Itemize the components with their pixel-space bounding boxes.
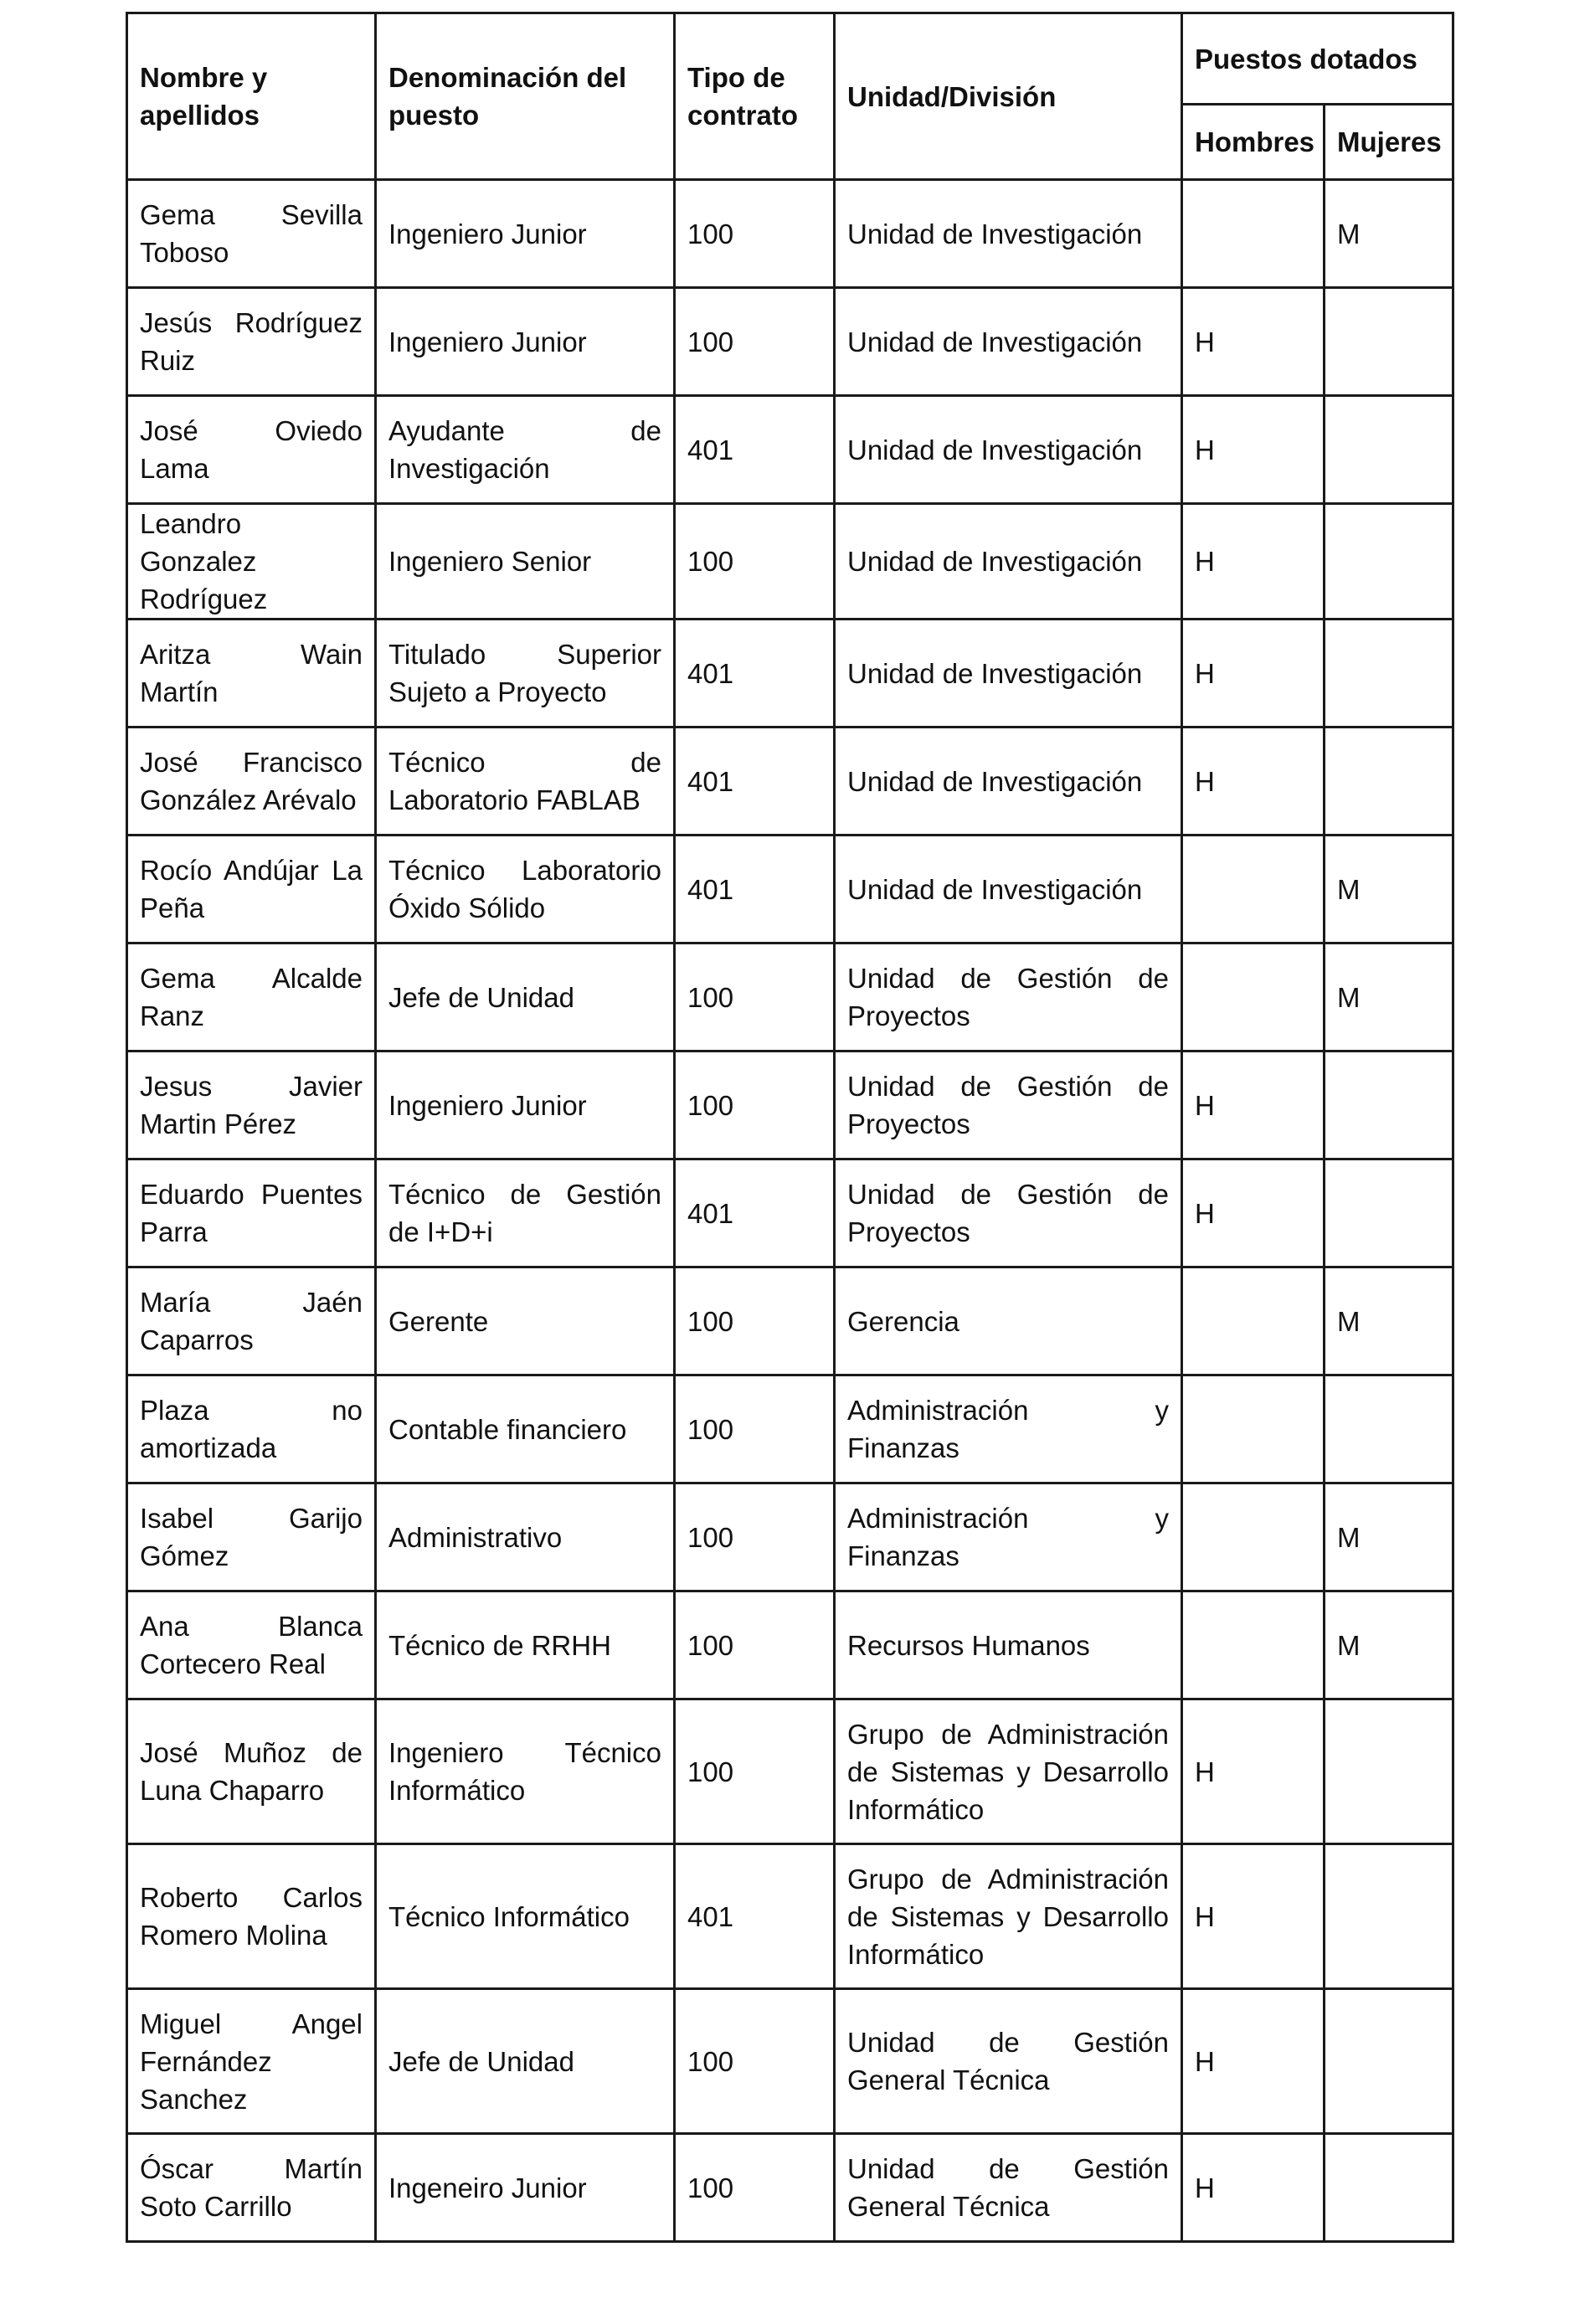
cell-nombre: Jesús Rodríguez Ruiz: [127, 288, 376, 396]
cell-nombre: José Muñoz de Luna Chaparro: [127, 1699, 376, 1844]
cell-unidad: Unidad de Gestión de Proyectos: [835, 943, 1182, 1051]
table-row: [127, 620, 1453, 728]
cell-puesto: Gerente: [376, 1267, 675, 1375]
cell-tipo-contrato: 401: [675, 620, 835, 728]
cell-nombre: Ana Blanca Cortecero Real: [127, 1591, 376, 1699]
cell-puesto: Ayudante de Investigación: [376, 396, 675, 504]
table-row: [127, 1989, 1453, 2134]
cell-nombre: María Jaén Caparros: [127, 1267, 376, 1375]
cell-mujeres: [1325, 1051, 1453, 1159]
cell-tipo-contrato: 401: [675, 836, 835, 943]
cell-hombres: H: [1182, 288, 1325, 396]
cell-puesto: Técnico Laboratorio Óxido Sólido: [376, 836, 675, 943]
cell-mujeres: [1325, 728, 1453, 836]
cell-unidad: Administración y Finanzas: [835, 1375, 1182, 1483]
cell-unidad: Administración y Finanzas: [835, 1483, 1182, 1591]
cell-puesto: Ingeniero Junior: [376, 288, 675, 396]
cell-tipo-contrato: 100: [675, 1483, 835, 1591]
cell-puesto: Ingeniero Técnico Informático: [376, 1699, 675, 1844]
table-row: [127, 943, 1453, 1051]
cell-tipo-contrato: 100: [675, 943, 835, 1051]
cell-mujeres: [1325, 1699, 1453, 1844]
cell-mujeres: [1325, 1989, 1453, 2134]
cell-nombre: Jesus Javier Martin Pérez: [127, 1051, 376, 1159]
cell-nombre: Gema Alcalde Ranz: [127, 943, 376, 1051]
cell-hombres: [1182, 943, 1325, 1051]
cell-tipo-contrato: 401: [675, 396, 835, 504]
cell-tipo-contrato: 401: [675, 1844, 835, 1989]
cell-tipo-contrato: 100: [675, 1375, 835, 1483]
cell-puesto: Ingeniero Senior: [376, 504, 675, 620]
cell-hombres: [1182, 1591, 1325, 1699]
cell-tipo-contrato: 100: [675, 1267, 835, 1375]
header-puestos-dotados: Puestos dotados: [1182, 13, 1453, 105]
cell-puesto: Técnico de Gestión de I+D+i: [376, 1159, 675, 1267]
cell-nombre: Leandro Gonzalez Rodríguez: [127, 504, 376, 620]
cell-mujeres: M: [1325, 836, 1453, 943]
table-row: [127, 1267, 1453, 1375]
cell-tipo-contrato: 100: [675, 1051, 835, 1159]
cell-tipo-contrato: 100: [675, 1699, 835, 1844]
cell-unidad: Grupo de Administración de Sistemas y Desarrollo Informático: [835, 1699, 1182, 1844]
header-unidad: Unidad/División: [835, 13, 1182, 180]
cell-hombres: [1182, 1267, 1325, 1375]
cell-unidad: Unidad de Gestión de Proyectos: [835, 1159, 1182, 1267]
cell-hombres: H: [1182, 1159, 1325, 1267]
cell-nombre: Eduardo Puentes Parra: [127, 1159, 376, 1267]
table-row: [127, 728, 1453, 836]
cell-unidad: Gerencia: [835, 1267, 1182, 1375]
cell-nombre: José Francisco González Arévalo: [127, 728, 376, 836]
cell-mujeres: [1325, 1844, 1453, 1989]
cell-unidad: Unidad de Investigación: [835, 504, 1182, 620]
cell-unidad: Unidad de Investigación: [835, 728, 1182, 836]
cell-hombres: H: [1182, 1844, 1325, 1989]
cell-nombre: Aritza Wain Martín: [127, 620, 376, 728]
cell-hombres: [1182, 1375, 1325, 1483]
cell-mujeres: [1325, 620, 1453, 728]
header-puesto: Denominación del puesto: [376, 13, 675, 180]
cell-unidad: Unidad de Gestión General Técnica: [835, 1989, 1182, 2134]
cell-mujeres: M: [1325, 1483, 1453, 1591]
cell-puesto: Ingeniero Junior: [376, 180, 675, 288]
cell-puesto: Jefe de Unidad: [376, 1989, 675, 2134]
cell-hombres: H: [1182, 396, 1325, 504]
cell-puesto: Jefe de Unidad: [376, 943, 675, 1051]
cell-nombre: Roberto Carlos Romero Molina: [127, 1844, 376, 1989]
header-tipo-contrato: Tipo de contrato: [675, 13, 835, 180]
cell-mujeres: [1325, 1375, 1453, 1483]
cell-nombre: José Oviedo Lama: [127, 396, 376, 504]
cell-hombres: H: [1182, 1989, 1325, 2134]
cell-tipo-contrato: 100: [675, 288, 835, 396]
cell-hombres: H: [1182, 504, 1325, 620]
cell-unidad: Unidad de Investigación: [835, 836, 1182, 943]
table-row: [127, 288, 1453, 396]
cell-unidad: Unidad de Gestión de Proyectos: [835, 1051, 1182, 1159]
staff-table: [126, 12, 1454, 2243]
header-nombre: Nombre y apellidos: [127, 13, 376, 180]
cell-tipo-contrato: 100: [675, 1591, 835, 1699]
cell-unidad: Unidad de Gestión General Técnica: [835, 2134, 1182, 2242]
table-row: [127, 1844, 1453, 1989]
table-row: [127, 1375, 1453, 1483]
cell-tipo-contrato: 401: [675, 728, 835, 836]
cell-tipo-contrato: 100: [675, 180, 835, 288]
cell-mujeres: [1325, 2134, 1453, 2242]
cell-unidad: Unidad de Investigación: [835, 288, 1182, 396]
cell-tipo-contrato: 100: [675, 1989, 835, 2134]
cell-puesto: Técnico de Laboratorio FABLAB: [376, 728, 675, 836]
cell-tipo-contrato: 100: [675, 2134, 835, 2242]
table-row: [127, 180, 1453, 288]
cell-unidad: Recursos Humanos: [835, 1591, 1182, 1699]
table-row: [127, 1159, 1453, 1267]
cell-nombre: Gema Sevilla Toboso: [127, 180, 376, 288]
table-row: [127, 1699, 1453, 1844]
table-row: [127, 1051, 1453, 1159]
cell-puesto: Técnico de RRHH: [376, 1591, 675, 1699]
cell-hombres: H: [1182, 1699, 1325, 1844]
table-row: [127, 836, 1453, 943]
cell-mujeres: M: [1325, 943, 1453, 1051]
cell-mujeres: [1325, 288, 1453, 396]
cell-unidad: Unidad de Investigación: [835, 396, 1182, 504]
document-page: [126, 12, 1452, 2243]
cell-mujeres: M: [1325, 1591, 1453, 1699]
cell-hombres: H: [1182, 2134, 1325, 2242]
cell-hombres: H: [1182, 620, 1325, 728]
cell-hombres: [1182, 180, 1325, 288]
cell-tipo-contrato: 100: [675, 504, 835, 620]
header-mujeres: Mujeres: [1325, 105, 1453, 180]
table-row: [127, 2134, 1453, 2242]
table-row: [127, 1483, 1453, 1591]
cell-unidad: Unidad de Investigación: [835, 620, 1182, 728]
table-row: [127, 1591, 1453, 1699]
cell-unidad: Unidad de Investigación: [835, 180, 1182, 288]
table-row: [127, 504, 1453, 620]
cell-nombre: Miguel Angel Fernández Sanchez: [127, 1989, 376, 2134]
cell-puesto: Técnico Informático: [376, 1844, 675, 1989]
cell-nombre: Isabel Garijo Gómez: [127, 1483, 376, 1591]
cell-mujeres: M: [1325, 180, 1453, 288]
cell-mujeres: [1325, 396, 1453, 504]
cell-hombres: H: [1182, 1051, 1325, 1159]
cell-nombre: Plaza no amortizada: [127, 1375, 376, 1483]
cell-tipo-contrato: 401: [675, 1159, 835, 1267]
table-body: [127, 180, 1453, 2242]
cell-mujeres: [1325, 1159, 1453, 1267]
cell-hombres: [1182, 836, 1325, 943]
cell-nombre: Óscar Martín Soto Carrillo: [127, 2134, 376, 2242]
cell-puesto: Ingeniero Junior: [376, 1051, 675, 1159]
cell-puesto: Administrativo: [376, 1483, 675, 1591]
cell-hombres: H: [1182, 728, 1325, 836]
header-row-1: [127, 13, 1453, 105]
cell-puesto: Contable financiero: [376, 1375, 675, 1483]
table-header: [127, 13, 1453, 180]
cell-unidad: Grupo de Administración de Sistemas y Desarrollo Informático: [835, 1844, 1182, 1989]
cell-nombre: Rocío Andújar La Peña: [127, 836, 376, 943]
cell-hombres: [1182, 1483, 1325, 1591]
cell-mujeres: [1325, 504, 1453, 620]
header-hombres: Hombres: [1182, 105, 1325, 180]
table-row: [127, 396, 1453, 504]
cell-puesto: Ingeneiro Junior: [376, 2134, 675, 2242]
cell-mujeres: M: [1325, 1267, 1453, 1375]
cell-puesto: Titulado Superior Sujeto a Proyecto: [376, 620, 675, 728]
